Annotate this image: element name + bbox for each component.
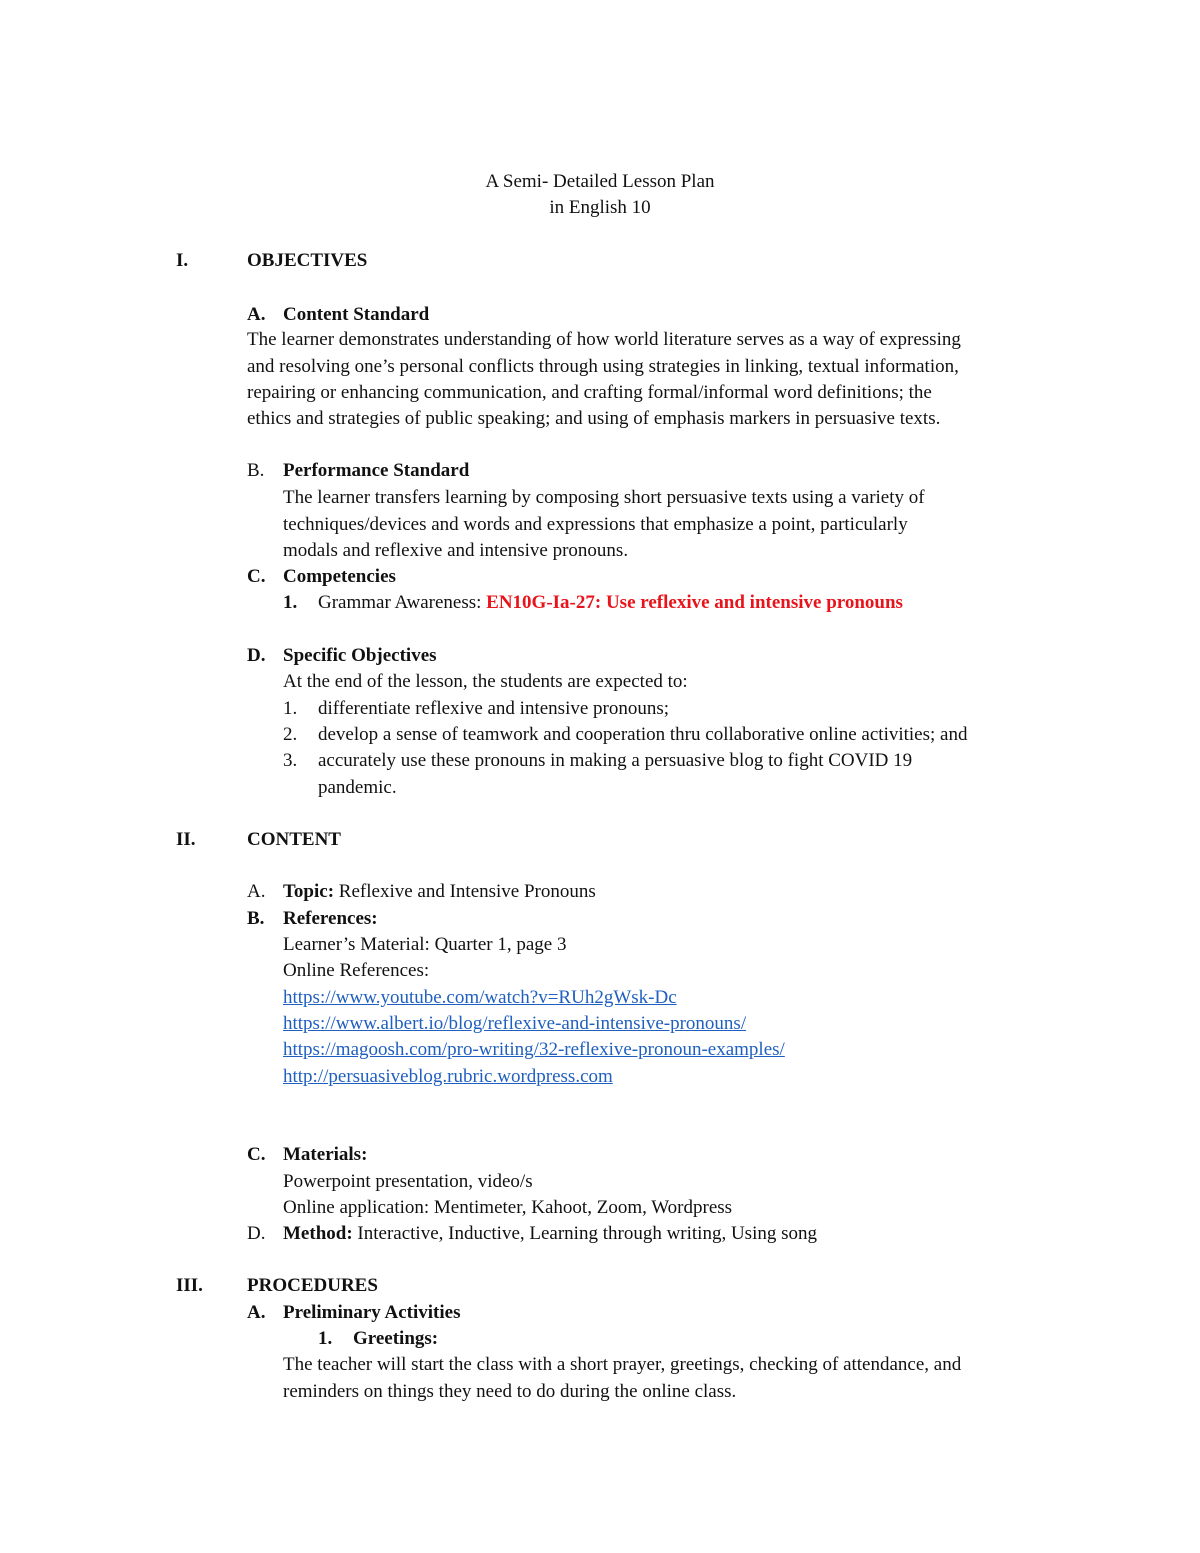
competency-item [318,591,903,615]
item-label: B. [247,460,265,481]
list-number: 2. [283,724,298,745]
reference-link-magoosh[interactable]: https://magoosh.com/pro-writing/32-reflexive-pronoun-examples/ [283,1039,785,1060]
learners-material: Learner’s Material: Quarter 1, page 3 [283,934,567,955]
method-text: Interactive, Inductive, Learning through writing, Using song [357,1223,817,1244]
online-references-label: Online References: [283,960,430,981]
paragraph-line: modals and reflexive and intensive pronouns. [283,540,629,561]
item-label: A. [247,1302,266,1323]
section-heading-content: CONTENT [247,829,341,850]
item-label: D. [247,645,266,666]
doc-subtitle: in English 10 [549,197,651,218]
item-label: C. [247,566,266,587]
reference-link-albert[interactable]: https://www.albert.io/blog/reflexive-and-intensive-pronouns/ [283,1013,747,1034]
list-number: 1. [283,698,298,719]
competency-code: EN10G-Ia-27: Use reflexive and intensive pronouns [486,592,903,613]
list-number: 1. [283,592,298,613]
greetings-heading: Greetings: [353,1328,439,1349]
paragraph-line: The learner demonstrates understanding of how world literature serves as a way of expressing [247,329,961,350]
references-heading: References: [283,908,378,929]
materials-heading: Materials: [283,1144,368,1165]
objective-item-cont: pandemic. [318,777,397,798]
method-label: Method: [283,1223,353,1244]
section-number: I. [176,250,189,271]
paragraph-line: ethics and strategies of public speaking; and using of emphasis markers in persuasive texts. [247,408,941,429]
section-number: III. [176,1275,203,1296]
list-number: 1. [318,1328,333,1349]
materials-line: Online application: Mentimeter, Kahoot, Zoom, Wordpress [283,1197,733,1218]
item-label: B. [247,908,265,929]
list-number: 3. [283,750,298,771]
competencies-heading: Competencies [283,566,396,587]
objective-item: accurately use these pronouns in making a persuasive blog to fight COVID 19 [318,750,913,771]
item-label: D. [247,1223,266,1244]
paragraph-line: The teacher will start the class with a short prayer, greetings, checking of attendance, and [283,1354,962,1375]
topic-label: Topic: [283,881,335,902]
paragraph-line: and resolving one’s personal conflicts through using strategies in linking, textual information, [247,356,959,377]
topic-line [283,880,596,904]
specific-objectives-heading: Specific Objectives [283,645,437,666]
content-standard-heading: Content Standard [283,304,430,325]
item-label: C. [247,1144,266,1165]
section-number: II. [176,829,196,850]
paragraph-line: The learner transfers learning by composing short persuasive texts using a variety of [283,487,925,508]
objectives-intro: At the end of the lesson, the students are expected to: [283,671,688,692]
topic-text: Reflexive and Intensive Pronouns [338,881,596,902]
reference-link-wordpress[interactable]: http://persuasiveblog.rubric.wordpress.com [283,1066,613,1087]
item-label: A. [247,881,266,902]
method-line [283,1222,817,1246]
objective-item: develop a sense of teamwork and cooperation thru collaborative online activities; and [318,724,968,745]
competency-label: Grammar Awareness: [318,592,482,613]
section-heading-procedures: PROCEDURES [247,1275,378,1296]
reference-link-youtube[interactable]: https://www.youtube.com/watch?v=RUh2gWsk-Dc [283,987,677,1008]
objective-item: differentiate reflexive and intensive pronouns; [318,698,670,719]
preliminary-activities-heading: Preliminary Activities [283,1302,461,1323]
section-heading-objectives: OBJECTIVES [247,250,368,271]
paragraph-line: techniques/devices and words and expressions that emphasize a point, particularly [283,514,908,535]
paragraph-line: reminders on things they need to do during the online class. [283,1381,737,1402]
item-label: A. [247,304,266,325]
performance-standard-heading: Performance Standard [283,460,470,481]
materials-line: Powerpoint presentation, video/s [283,1171,533,1192]
paragraph-line: repairing or enhancing communication, and crafting formal/informal word definitions; the [247,382,932,403]
doc-title: A Semi- Detailed Lesson Plan [485,171,715,192]
